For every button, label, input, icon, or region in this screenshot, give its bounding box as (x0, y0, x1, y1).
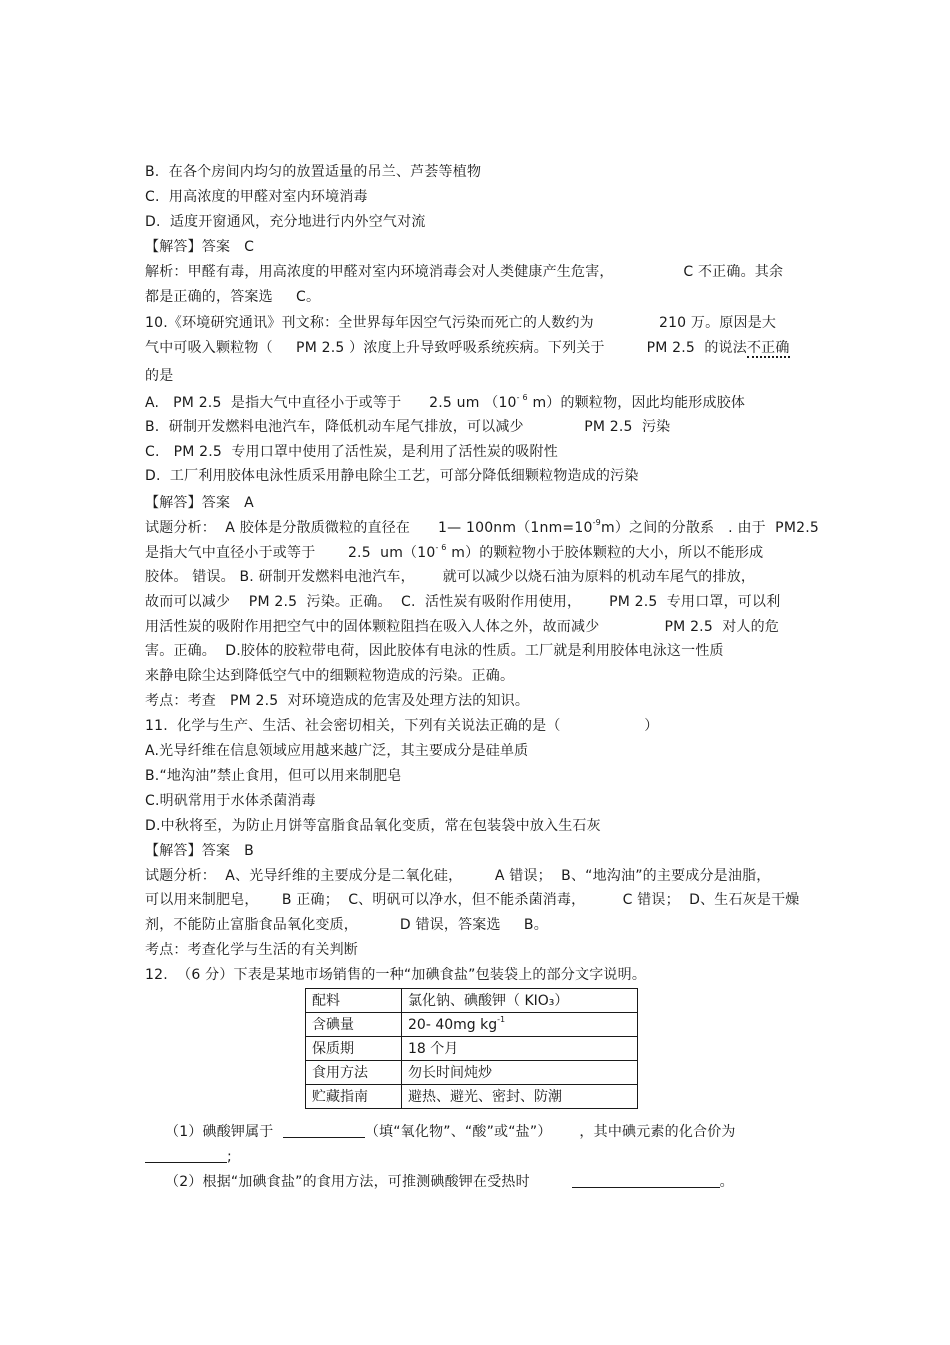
q9-option-d: D. 适度开窗通风，充分地进行内外空气对流 (145, 214, 426, 230)
table-key-cell: 含碘量 (306, 1013, 402, 1037)
q10-analysis-text: m）的颗粒物小于胶体颗粒的大小，所以不能形成 (446, 545, 764, 561)
q10-analysis-line: 来静电除尘达到降低空气中的细颗粒物造成的污染。正确。 (145, 668, 515, 684)
salt-label-table (305, 988, 638, 1109)
q10-stem-line (145, 338, 790, 358)
q11-option-c: C.明矾常用于水体杀菌消毒 (145, 793, 316, 809)
q10-stem-line: 10.《环境研究通讯》刊文称：全世界每年因空气污染而死亡的人数约为 210 万。原因是大 (145, 315, 777, 331)
table-value-cell: 18 个月 (402, 1037, 638, 1061)
table-row (306, 1013, 638, 1037)
q10-option-a-text: A. PM 2.5 是指大气中直径小于或等于 2.5 um （10 (145, 395, 517, 411)
q12-sub1-text: ; (227, 1149, 232, 1165)
q10-option-c: C. PM 2.5 专用口罩中使用了活性炭，是利用了活性炭的吸附性 (145, 444, 558, 460)
q12-sub1-text: （1）碘酸钾属于 (165, 1124, 283, 1140)
table-row (306, 1085, 638, 1109)
table-row (306, 1061, 638, 1085)
q10-answer: 【解答】答案 A (145, 495, 254, 511)
q10-option-d: D. 工厂利用胶体电泳性质采用静电除尘工艺，可部分降低细颗粒物造成的污染 (145, 468, 639, 484)
answer-blank[interactable] (145, 1148, 227, 1163)
q12-sub1-line (145, 1147, 232, 1167)
table-value-cell: 氯化钠、碘酸钾（ KIO₃） (402, 989, 638, 1013)
q11-option-d: D.中秋将至，为防止月饼等富脂食品氧化变质，常在包装袋中放入生石灰 (145, 818, 601, 834)
q11-kaodian: 考点：考查化学与生活的有关判断 (145, 942, 358, 958)
q10-option-a (145, 393, 745, 413)
q10-analysis-line (145, 543, 763, 563)
table-value-text: 20- 40mg kg (408, 1016, 498, 1033)
table-key-cell: 配料 (306, 989, 402, 1013)
q10-analysis-text: m）之间的分散系 . 由于 PM2.5 (600, 520, 819, 536)
q9-analysis-line: 都是正确的，答案选 C。 (145, 289, 321, 305)
q10-analysis-text: 是指大气中直径小于或等于 2.5 um（10 (145, 545, 436, 561)
q12-sub2-text: （2）根据“加碘食盐”的食用方法，可推测碘酸钾在受热时 (165, 1174, 572, 1190)
exponent: -9 (592, 518, 601, 528)
q10-analysis-line: 害。正确。 D.胶体的胶粒带电荷，因此胶体有电泳的性质。工厂就是利用胶体电泳这一性质 (145, 643, 724, 659)
q9-option-c: C. 用高浓度的甲醛对室内环境消毒 (145, 189, 368, 205)
exponent: - 6 (435, 543, 447, 553)
table-value-cell (402, 1013, 638, 1037)
q10-analysis-text: 试题分析： A 胶体是分散质微粒的直径在 1— 100nm（1nm=10 (145, 520, 593, 536)
exponent: - 6 (516, 393, 528, 403)
table-row (306, 1037, 638, 1061)
q9-analysis-line: 解析：甲醛有毒，用高浓度的甲醛对室内环境消毒会对人类健康产生危害， C 不正确。其余 (145, 264, 784, 280)
q12-sub2-text: 。 (719, 1174, 734, 1190)
q12-sub1-text: （填“氧化物”、“酸”或“盐”） ，其中碘元素的化合价为 (364, 1124, 736, 1140)
q9-option-b: B. 在各个房间内均匀的放置适量的吊兰、芦荟等植物 (145, 164, 482, 180)
table-key-cell: 食用方法 (306, 1061, 402, 1085)
answer-blank[interactable] (572, 1173, 720, 1188)
q10-option-a-text: m）的颗粒物，因此均能形成胶体 (527, 395, 746, 411)
q12-stem: 12. （6 分）下表是某地市场销售的一种“加碘食盐”包装袋上的部分文字说明。 (145, 967, 647, 983)
q11-analysis-line: 可以用来制肥皂， B 正确； C、明矾可以净水，但不能杀菌消毒， C 错误； D、生石灰是干燥 (145, 892, 800, 908)
exponent: -1 (497, 1014, 506, 1024)
q10-analysis-line: 用活性炭的吸附作用把空气中的固体颗粒阻挡在吸入人体之外，故而减少 PM 2.5 对人的危 (145, 619, 780, 635)
q12-sub2-line (165, 1172, 734, 1192)
q10-stem-text: 气中可吸入颗粒物（ PM 2.5 ）浓度上升导致呼吸系统疾病。下列关于 PM 2.5 的说法 (145, 340, 747, 356)
q11-option-b: B.“地沟油”禁止食用，但可以用来制肥皂 (145, 768, 402, 784)
q12-sub1-line (165, 1122, 736, 1142)
q10-emphasis-text: 不正确 (746, 340, 790, 356)
q9-answer: 【解答】答案 C (145, 239, 255, 255)
q10-analysis-line: 胶体。 错误。 B. 研制开发燃料电池汽车， 就可以减少以烧石油为原料的机动车尾气的排放， (145, 569, 756, 585)
q10-option-b: B. 研制开发燃料电池汽车，降低机动车尾气排放，可以减少 PM 2.5 污染 (145, 419, 671, 435)
q10-kaodian: 考点：考查 PM 2.5 对环境造成的危害及处理方法的知识。 (145, 693, 530, 709)
table-key-cell: 保质期 (306, 1037, 402, 1061)
table-key-cell: 贮藏指南 (306, 1085, 402, 1109)
q11-answer: 【解答】答案 B (145, 843, 254, 859)
q10-analysis-line (145, 518, 819, 538)
answer-blank[interactable] (283, 1123, 365, 1138)
table-value-cell: 避热、避光、密封、防潮 (402, 1085, 638, 1109)
table-row (306, 989, 638, 1013)
q11-analysis-line: 试题分析： A、光导纤维的主要成分是二氧化硅， A 错误； B、“地沟油”的主要成分是油脂， (145, 868, 771, 884)
q11-stem: 11. 化学与生产、生活、社会密切相关，下列有关说法正确的是（ ） (145, 718, 659, 734)
q10-analysis-line: 故而可以减少 PM 2.5 污染。正确。 C. 活性炭有吸附作用使用， PM 2.5 专用口罩，可以利 (145, 594, 781, 610)
q11-option-a: A.光导纤维在信息领域应用越来越广泛，其主要成分是硅单质 (145, 743, 529, 759)
q10-stem-line: 的是 (145, 368, 174, 384)
q11-analysis-line: 剂，不能防止富脂食品氧化变质， D 错误，答案选 B。 (145, 917, 548, 933)
table-value-cell: 勿长时间炖炒 (402, 1061, 638, 1085)
